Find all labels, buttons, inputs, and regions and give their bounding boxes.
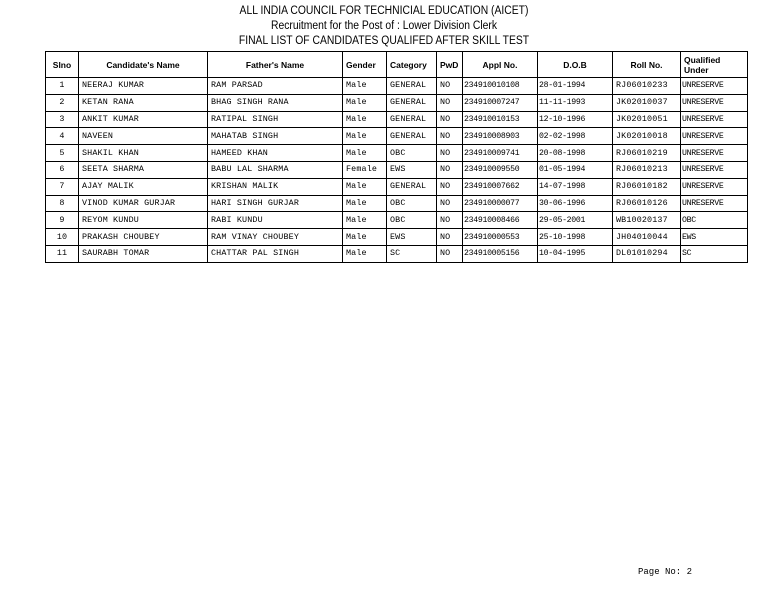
table-body: [46, 78, 748, 263]
cell-candidate-name: ANKIT KUMAR: [79, 111, 208, 128]
cell-candidate-name: KETAN RANA: [79, 94, 208, 111]
cell-appl-no: 234910010153: [463, 111, 538, 128]
cell-roll-no: RJ06010213: [613, 161, 681, 178]
header-appl-no: Appl No.: [463, 52, 538, 78]
cell-category: OBC: [387, 195, 437, 212]
header-father-name: Father's Name: [208, 52, 343, 78]
cell-qualified-under: UNRESERVE: [681, 161, 748, 178]
cell-gender: Male: [343, 145, 387, 162]
cell-gender: Male: [343, 128, 387, 145]
cell-pwd: NO: [437, 94, 463, 111]
cell-father-name: RAM VINAY CHOUBEY: [208, 229, 343, 246]
cell-pwd: NO: [437, 245, 463, 262]
cell-appl-no: 234910007662: [463, 178, 538, 195]
cell-qualified-under: EWS: [681, 229, 748, 246]
cell-candidate-name: NAVEEN: [79, 128, 208, 145]
cell-slno: 7: [46, 178, 79, 195]
cell-dob: 10-04-1995: [538, 245, 613, 262]
cell-pwd: NO: [437, 229, 463, 246]
cell-pwd: NO: [437, 195, 463, 212]
cell-gender: Male: [343, 245, 387, 262]
cell-roll-no: DL01010294: [613, 245, 681, 262]
cell-candidate-name: SHAKIL KHAN: [79, 145, 208, 162]
cell-pwd: NO: [437, 212, 463, 229]
page-number: Page No: 2: [638, 567, 693, 577]
cell-candidate-name: AJAY MALIK: [79, 178, 208, 195]
cell-father-name: BABU LAL SHARMA: [208, 161, 343, 178]
org-title: ALL INDIA COUNCIL FOR TECHNICIAL EDUCATION (AICET): [239, 5, 529, 17]
cell-father-name: HAMEED KHAN: [208, 145, 343, 162]
cell-roll-no: JK02010051: [613, 111, 681, 128]
cell-father-name: RABI KUNDU: [208, 212, 343, 229]
cell-dob: 11-11-1993: [538, 94, 613, 111]
cell-father-name: RATIPAL SINGH: [208, 111, 343, 128]
cell-pwd: NO: [437, 78, 463, 95]
cell-father-name: RAM PARSAD: [208, 78, 343, 95]
cell-pwd: NO: [437, 111, 463, 128]
cell-category: GENERAL: [387, 78, 437, 95]
cell-dob: 01-05-1994: [538, 161, 613, 178]
cell-father-name: CHATTAR PAL SINGH: [208, 245, 343, 262]
cell-dob: 20-08-1998: [538, 145, 613, 162]
table-row: [46, 212, 748, 229]
table-row: [46, 94, 748, 111]
cell-slno: 5: [46, 145, 79, 162]
header-candidate-name: Candidate's Name: [79, 52, 208, 78]
cell-qualified-under: SC: [681, 245, 748, 262]
table-row: [46, 128, 748, 145]
cell-appl-no: 234910009550: [463, 161, 538, 178]
cell-candidate-name: SEETA SHARMA: [79, 161, 208, 178]
cell-qualified-under: UNRESERVE: [681, 94, 748, 111]
cell-slno: 11: [46, 245, 79, 262]
cell-gender: Male: [343, 111, 387, 128]
cell-slno: 2: [46, 94, 79, 111]
cell-appl-no: 234910008466: [463, 212, 538, 229]
cell-father-name: KRISHAN MALIK: [208, 178, 343, 195]
table-header-row: [46, 52, 748, 78]
document-header: [0, 4, 768, 49]
table-row: [46, 145, 748, 162]
cell-category: OBC: [387, 212, 437, 229]
cell-appl-no: 234910007247: [463, 94, 538, 111]
table-row: [46, 195, 748, 212]
cell-appl-no: 234910008903: [463, 128, 538, 145]
cell-gender: Male: [343, 94, 387, 111]
cell-roll-no: RJ06010219: [613, 145, 681, 162]
cell-dob: 02-02-1998: [538, 128, 613, 145]
header-dob: D.O.B: [538, 52, 613, 78]
header-qualified-under: Qualified Under: [681, 52, 748, 78]
cell-slno: 4: [46, 128, 79, 145]
cell-father-name: BHAG SINGH RANA: [208, 94, 343, 111]
cell-slno: 8: [46, 195, 79, 212]
cell-qualified-under: UNRESERVE: [681, 111, 748, 128]
cell-category: GENERAL: [387, 178, 437, 195]
cell-dob: 14-07-1998: [538, 178, 613, 195]
header-roll-no: Roll No.: [613, 52, 681, 78]
cell-pwd: NO: [437, 145, 463, 162]
list-title: FINAL LIST OF CANDIDATES QUALIFED AFTER SKILL TEST: [238, 35, 530, 47]
cell-roll-no: JK02010018: [613, 128, 681, 145]
table-row: [46, 161, 748, 178]
cell-gender: Male: [343, 229, 387, 246]
cell-qualified-under: UNRESERVE: [681, 195, 748, 212]
cell-category: GENERAL: [387, 128, 437, 145]
cell-appl-no: 234910000077: [463, 195, 538, 212]
cell-gender: Female: [343, 161, 387, 178]
cell-dob: 30-06-1996: [538, 195, 613, 212]
cell-father-name: MAHATAB SINGH: [208, 128, 343, 145]
cell-candidate-name: VINOD KUMAR GURJAR: [79, 195, 208, 212]
cell-category: GENERAL: [387, 111, 437, 128]
cell-candidate-name: SAURABH TOMAR: [79, 245, 208, 262]
cell-candidate-name: NEERAJ KUMAR: [79, 78, 208, 95]
cell-qualified-under: OBC: [681, 212, 748, 229]
cell-pwd: NO: [437, 178, 463, 195]
cell-appl-no: 234910000553: [463, 229, 538, 246]
cell-dob: 12-10-1996: [538, 111, 613, 128]
cell-gender: Male: [343, 78, 387, 95]
cell-dob: 29-05-2001: [538, 212, 613, 229]
cell-slno: 10: [46, 229, 79, 246]
cell-roll-no: WB10020137: [613, 212, 681, 229]
header-category: Category: [387, 52, 437, 78]
cell-qualified-under: UNRESERVE: [681, 128, 748, 145]
cell-category: EWS: [387, 161, 437, 178]
cell-gender: Male: [343, 195, 387, 212]
cell-qualified-under: UNRESERVE: [681, 145, 748, 162]
cell-roll-no: RJ06010126: [613, 195, 681, 212]
cell-gender: Male: [343, 212, 387, 229]
cell-slno: 9: [46, 212, 79, 229]
cell-dob: 28-01-1994: [538, 78, 613, 95]
table-row: [46, 245, 748, 262]
cell-roll-no: RJ06010182: [613, 178, 681, 195]
header-pwd: PwD: [437, 52, 463, 78]
header-slno: Slno: [46, 52, 79, 78]
cell-dob: 25-10-1998: [538, 229, 613, 246]
cell-father-name: HARI SINGH GURJAR: [208, 195, 343, 212]
cell-slno: 3: [46, 111, 79, 128]
table-row: [46, 111, 748, 128]
cell-appl-no: 234910005156: [463, 245, 538, 262]
cell-slno: 6: [46, 161, 79, 178]
table-row: [46, 229, 748, 246]
cell-candidate-name: REYOM KUNDU: [79, 212, 208, 229]
cell-slno: 1: [46, 78, 79, 95]
cell-appl-no: 234910010108: [463, 78, 538, 95]
cell-qualified-under: UNRESERVE: [681, 78, 748, 95]
cell-category: OBC: [387, 145, 437, 162]
cell-pwd: NO: [437, 128, 463, 145]
cell-roll-no: JH04010044: [613, 229, 681, 246]
post-title: Recruitment for the Post of : Lower Division Clerk: [270, 20, 498, 32]
cell-candidate-name: PRAKASH CHOUBEY: [79, 229, 208, 246]
table-row: [46, 78, 748, 95]
cell-pwd: NO: [437, 161, 463, 178]
cell-gender: Male: [343, 178, 387, 195]
candidates-table: [45, 51, 748, 263]
cell-appl-no: 234910009741: [463, 145, 538, 162]
cell-category: EWS: [387, 229, 437, 246]
table-row: [46, 178, 748, 195]
cell-category: SC: [387, 245, 437, 262]
header-gender: Gender: [343, 52, 387, 78]
cell-roll-no: RJ06010233: [613, 78, 681, 95]
cell-qualified-under: UNRESERVE: [681, 178, 748, 195]
cell-roll-no: JK02010037: [613, 94, 681, 111]
cell-category: GENERAL: [387, 94, 437, 111]
